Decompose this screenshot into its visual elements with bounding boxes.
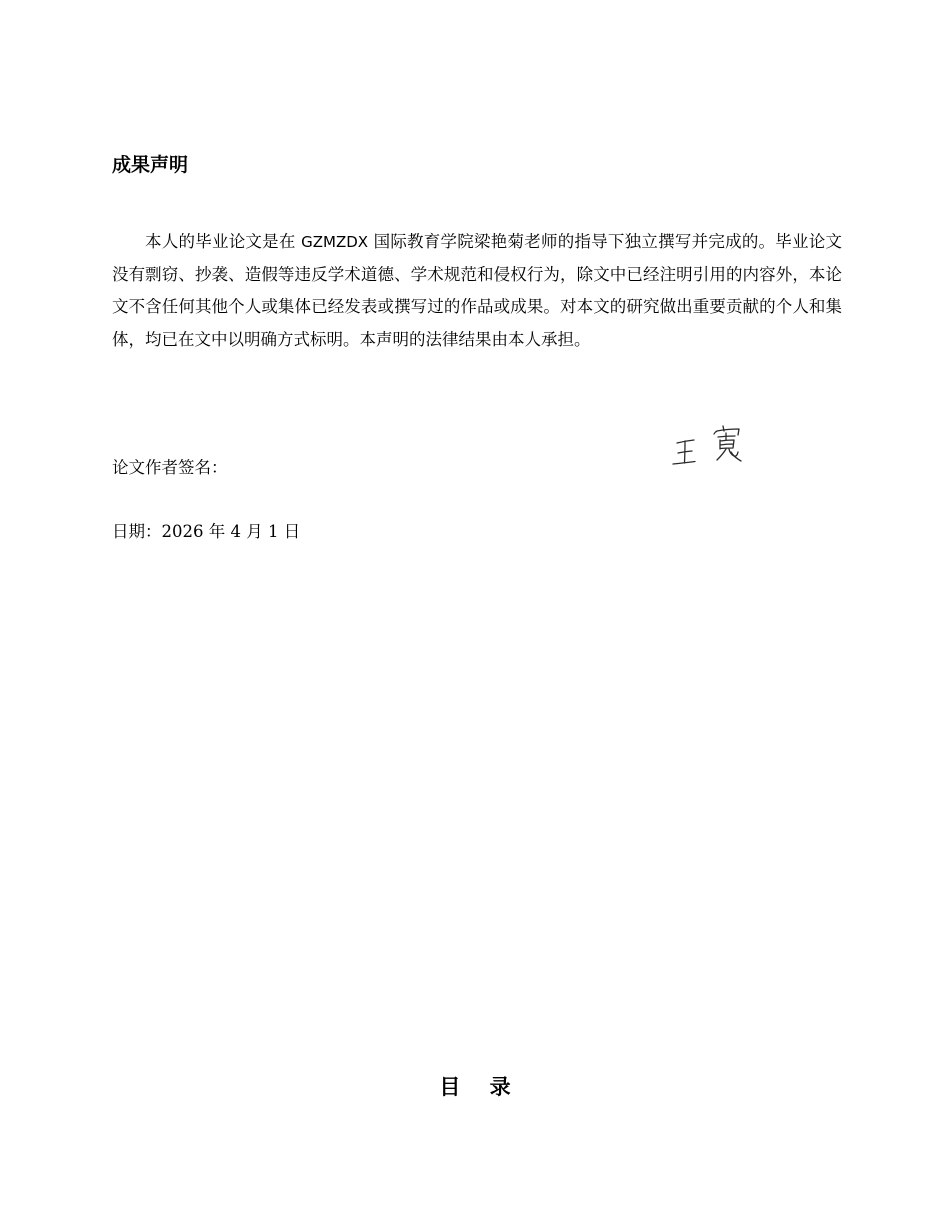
date-day-unit: 日 bbox=[278, 522, 301, 541]
date-month: 4 bbox=[230, 522, 241, 541]
handwritten-signature bbox=[668, 416, 752, 474]
toc-title: 目 录 bbox=[439, 1075, 511, 1099]
date-year-unit: 年 bbox=[203, 522, 231, 541]
declaration-paragraph bbox=[112, 226, 842, 356]
paragraph-rest: 国际教育学院梁艳菊老师的指导下独立撰写并完成的。毕业论文没有剽窃、抄袭、造假等违反学术道德、学术规范和侵权行为，除文中已经注明引用的内容外，本论文不含任何其他个人或集体已经发表或撰写过的作品或成果。对本文的研究做出重要贡献的个人和集体，均已在文中以明确方式标明。本声明的法律结果由本人承担。 bbox=[112, 232, 843, 349]
signature-label: 论文作者签名： bbox=[112, 458, 228, 477]
signature-row bbox=[112, 455, 228, 481]
paragraph-institution-code: GZMZDX bbox=[301, 233, 369, 251]
declaration-title: 成果声明 bbox=[112, 154, 189, 176]
date-day: 1 bbox=[268, 522, 279, 541]
date-row bbox=[112, 519, 300, 545]
date-month-unit: 月 bbox=[241, 522, 268, 541]
date-label: 日期： bbox=[112, 522, 162, 541]
paragraph-prefix: 本人的毕业论文是在 bbox=[145, 232, 302, 251]
date-year: 2026 bbox=[161, 522, 204, 541]
